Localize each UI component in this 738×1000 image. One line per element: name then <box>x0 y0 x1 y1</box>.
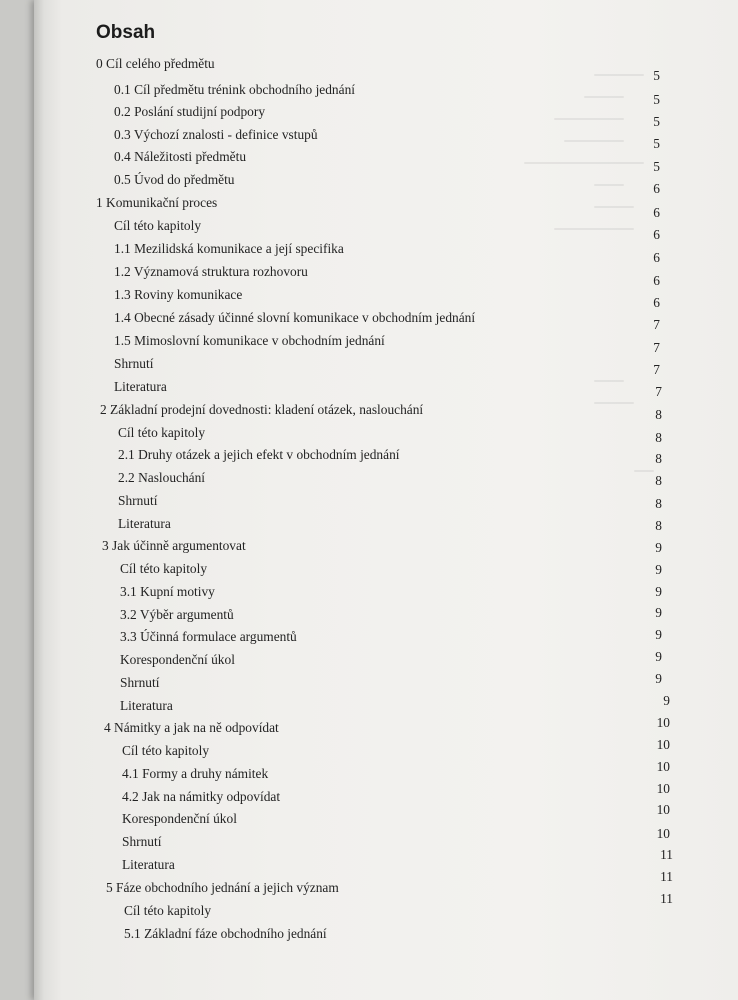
toc-entry-page-number: 8 <box>655 473 662 488</box>
toc-entry-page-number: 6 <box>653 227 660 242</box>
toc-entry-page-number: 8 <box>655 451 662 466</box>
toc-entry-page-number: 10 <box>656 715 670 730</box>
toc-entry-title: Shrnutí <box>122 834 162 849</box>
show-through-mark <box>554 228 634 230</box>
toc-entry-title: Cíl této kapitoly <box>118 425 206 440</box>
toc-entry-page-number: 9 <box>655 562 662 577</box>
show-through-mark <box>564 140 624 142</box>
toc-entry-title: Cíl této kapitoly <box>124 903 212 918</box>
show-through-mark <box>554 118 624 120</box>
toc-entry-title: 1 Komunikační proces <box>96 195 218 210</box>
toc-entry-page-number: 6 <box>653 250 660 265</box>
toc-entry-page-number: 5 <box>653 92 660 107</box>
toc-entry-title: 2.2 Naslouchání <box>118 470 206 485</box>
toc-entry-page-number: 8 <box>655 430 662 445</box>
toc-entry-title: 5 Fáze obchodního jednání a jejich význam <box>106 880 339 895</box>
toc-entry-title: Literatura <box>120 698 173 713</box>
show-through-mark <box>524 162 644 164</box>
toc-entry-page-number: 8 <box>655 496 662 511</box>
toc-entry-title: 3.2 Výběr argumentů <box>120 607 234 622</box>
toc-entry-title: 1.5 Mimoslovní komunikace v obchodním jednání <box>114 333 385 348</box>
toc-entry-title: Korespondenční úkol <box>120 652 235 667</box>
toc-entry-page-number: 10 <box>656 759 670 774</box>
toc-entry-page-number: 5 <box>653 159 660 174</box>
toc-entry-page-number: 11 <box>660 891 673 906</box>
page-title: Obsah <box>96 22 156 43</box>
toc-entry-page-number: 11 <box>660 869 673 884</box>
toc-entry-page-number: 9 <box>655 605 662 620</box>
toc-entry-title: Cíl této kapitoly <box>122 743 210 758</box>
toc-entry-page-number: 10 <box>656 802 670 817</box>
toc-entry-title: Cíl této kapitoly <box>114 218 202 233</box>
toc-entry-page-number: 6 <box>653 181 660 196</box>
toc-entry-title: 4 Námitky a jak na ně odpovídat <box>104 720 279 735</box>
show-through-mark <box>594 184 624 186</box>
show-through-mark <box>594 380 624 382</box>
toc-entry-title: 3.1 Kupní motivy <box>120 584 215 599</box>
toc-entry-title: 0.1 Cíl předmětu trénink obchodního jednání <box>114 82 355 97</box>
toc-entry-page-number: 6 <box>653 205 660 220</box>
toc-entry-title: 4.1 Formy a druhy námitek <box>122 766 269 781</box>
toc-entry-page-number: 5 <box>653 136 660 151</box>
show-through-mark <box>634 470 654 472</box>
show-through-mark <box>584 96 624 98</box>
toc-entry-title: Korespondenční úkol <box>122 811 237 826</box>
toc-entry-title: Literatura <box>118 516 171 531</box>
toc-entry-title: Cíl této kapitoly <box>120 561 208 576</box>
toc-entry-title: 2.1 Druhy otázek a jejich efekt v obchodním jednání <box>118 447 400 462</box>
toc-entry-title: 1.4 Obecné zásady účinné slovní komunikace v obchodním jednání <box>114 310 476 325</box>
toc-entry-title: 2 Základní prodejní dovednosti: kladení otázek, naslouchání <box>100 402 424 417</box>
toc-entry-page-number: 6 <box>653 273 660 288</box>
toc-entry-page-number: 7 <box>653 340 660 355</box>
toc-entry-page-number: 9 <box>655 671 662 686</box>
toc-entry-title: 1.2 Významová struktura rozhovoru <box>114 264 308 279</box>
toc-entry-page-number: 6 <box>653 295 660 310</box>
toc-entry-title: 4.2 Jak na námitky odpovídat <box>122 789 281 804</box>
toc-entry-title: 0.4 Náležitosti předmětu <box>114 149 247 164</box>
toc-entry-title: 1.3 Roviny komunikace <box>114 287 243 302</box>
toc-entry-page-number: 9 <box>655 540 662 555</box>
toc-entry-title: 5.1 Základní fáze obchodního jednání <box>124 926 327 941</box>
toc-entry-title: 3.3 Účinná formulace argumentů <box>120 629 297 644</box>
toc-entry-title: 3 Jak účinně argumentovat <box>102 538 246 553</box>
toc-entry-title: 0.2 Poslání studijní podpory <box>114 104 266 119</box>
toc-entry-page-number: 8 <box>655 407 662 422</box>
toc-entry-page-number: 5 <box>653 68 660 83</box>
show-through-mark <box>594 206 634 208</box>
toc-entry-title: Literatura <box>114 379 167 394</box>
toc-entry-title: 1.1 Mezilidská komunikace a její specifika <box>114 241 344 256</box>
toc-entry-page-number: 11 <box>660 847 673 862</box>
toc-entry-title: Shrnutí <box>114 356 154 371</box>
toc-entry-page-number: 9 <box>655 649 662 664</box>
toc-entry-page-number: 7 <box>653 317 660 332</box>
toc-entry-title: Shrnutí <box>118 493 158 508</box>
toc-entry-page-number: 10 <box>656 781 670 796</box>
toc-entry-page-number: 10 <box>656 826 670 841</box>
toc-entry-page-number: 8 <box>655 518 662 533</box>
toc-entry-page-number: 10 <box>656 737 670 752</box>
toc-entry-title: Literatura <box>122 857 175 872</box>
toc-entry-page-number: 9 <box>655 584 662 599</box>
toc-entry-page-number: 7 <box>653 362 660 377</box>
show-through-mark <box>594 402 634 404</box>
toc-entry-page-number: 5 <box>653 114 660 129</box>
toc-entry-page-number: 9 <box>655 627 662 642</box>
toc-entry-title: 0.5 Úvod do předmětu <box>114 172 235 187</box>
show-through-mark <box>594 74 644 76</box>
toc-entry-title: 0.3 Výchozí znalosti - definice vstupů <box>114 127 318 142</box>
document-page <box>34 0 738 1000</box>
toc-entry-page-number: 7 <box>655 384 662 399</box>
toc-entry-page-number: 9 <box>663 693 670 708</box>
toc-entry-title: 0 Cíl celého předmětu <box>96 56 215 71</box>
toc-entry-title: Shrnutí <box>120 675 160 690</box>
